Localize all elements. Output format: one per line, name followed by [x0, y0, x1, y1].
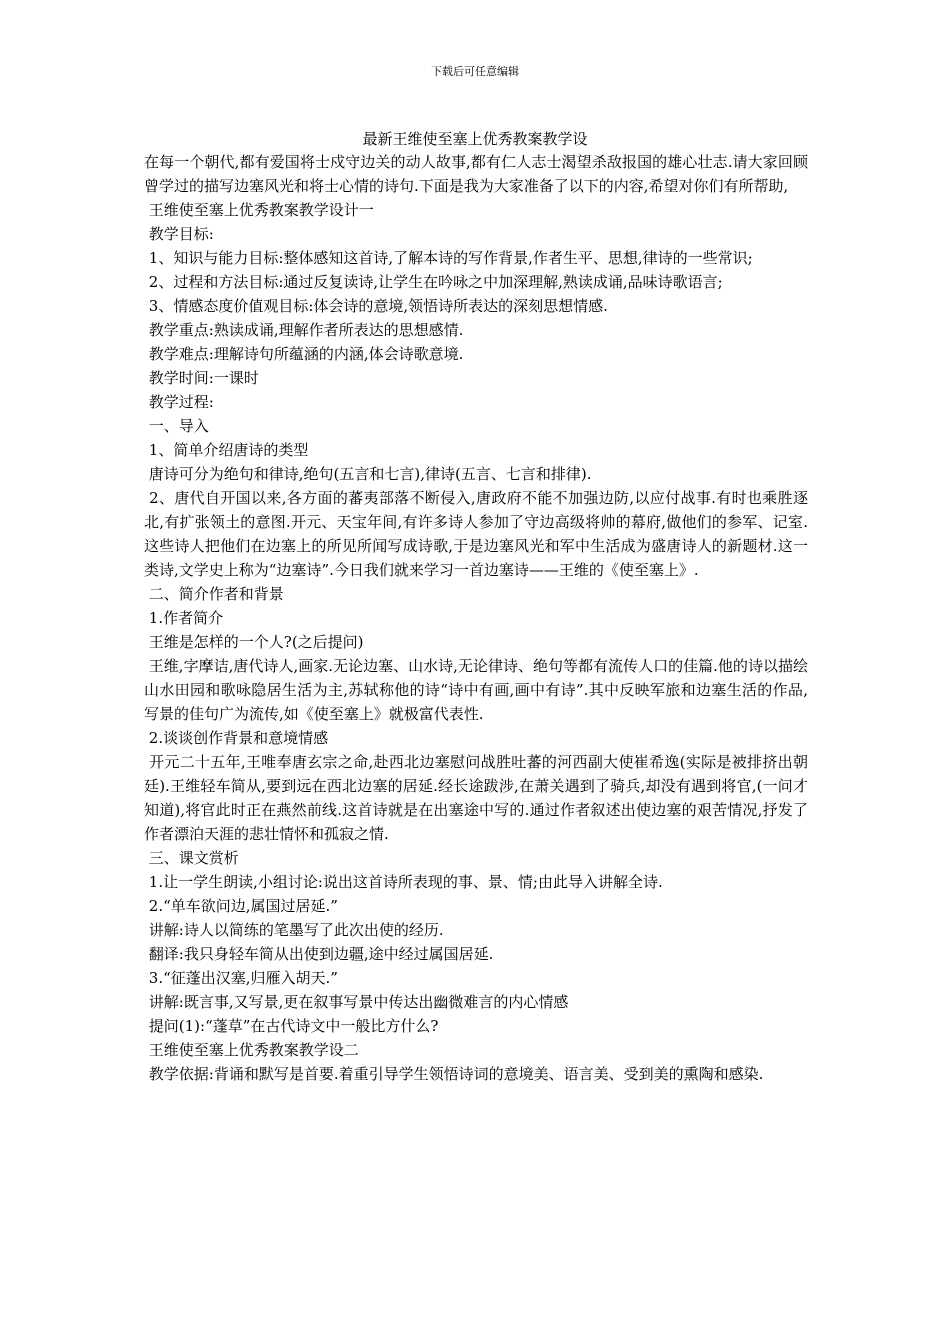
paragraph-poem-types-heading: 1、简单介绍唐诗的类型 [144, 441, 309, 459]
section-heading-appreciation: 三、课文赏析 [144, 849, 239, 867]
paragraph-reading-discussion: 1.让一学生朗读,小组讨论:说出这首诗所表现的事、景、情;由此导入讲解全诗. [144, 873, 663, 891]
paragraph-poem-types: 唐诗可分为绝句和律诗,绝句(五言和七言),律诗(五言、七言和排律). [144, 465, 592, 483]
paragraph-background-heading: 2.谈谈创作背景和意境情感 [144, 729, 329, 747]
paragraph-background: 开元二十五年,王唯奉唐玄宗之命,赴西北边塞慰问战胜吐蕃的河西副大使崔希逸(实际是被排挤出朝廷).王维轻车简从,要到远在西北边塞的居延.经长途跋涉,在萧关遇到了骑兵,却没有遇到将官,(一问才知道),将官此时正在燕然前线.这首诗就是在出塞途中写的.通过作者叙述出使边塞的艰苦情况,抒发了作者漂泊天涯的悲壮情怀和孤寂之情. [144, 753, 808, 843]
paragraph-teaching-time: 教学时间:一课时 [144, 369, 259, 387]
paragraph-intro: 在每一个朝代,都有爱国将士戍守边关的动人故事,都有仁人志士渴望杀敌报国的雄心壮志.请大家回顾曾学过的描写边塞风光和将士心情的诗句.下面是我为大家准备了以下的内容,希望对你们有所帮助, [144, 153, 808, 195]
section-heading-author-background: 二、简介作者和背景 [144, 585, 284, 603]
paragraph-key-points: 教学重点:熟读成诵,理解作者所表达的思想感情. [144, 321, 464, 339]
paragraph-author-bio: 王维,字摩诘,唐代诗人,画家.无论边塞、山水诗,无论律诗、绝句等都有流传人口的佳篇.他的诗以描绘山水田园和歌咏隐居生活为主,苏轼称他的诗“诗中有画,画中有诗”.其中反映军旅和边塞生活的作品,写景的佳句广为流传,如《使至塞上》就极富代表性. [144, 657, 808, 723]
document-title: 最新王维使至塞上优秀教案教学设 [362, 130, 588, 148]
paragraph-goal-1: 1、知识与能力目标:整体感知这首诗,了解本诗的写作背景,作者生平、思想,律诗的一些常识; [144, 249, 753, 267]
paragraph-teaching-process: 教学过程: [144, 393, 214, 411]
paragraph-question-1: 提问(1):“蓬草”在古代诗文中一般比方什么? [144, 1017, 439, 1035]
section-heading-introduction: 一、导入 [144, 417, 209, 435]
paragraph-goal-3: 3、情感态度价值观目标:体会诗的意境,领悟诗所表达的深刻思想情感. [144, 297, 608, 315]
paragraph-difficulties: 教学难点:理解诗句所蕴涵的内涵,体会诗歌意境. [144, 345, 464, 363]
paragraph-verse-2-explanation: 讲解:既言事,又写景,更在叙事写景中传达出幽微难言的内心情感 [144, 993, 569, 1011]
paragraph-teaching-goals-label: 教学目标: [144, 225, 214, 243]
paragraph-author-intro-heading: 1.作者简介 [144, 609, 224, 627]
section-heading-design-one: 王维使至塞上优秀教案教学设计一 [144, 201, 374, 219]
paragraph-verse-1-translation: 翻译:我只身轻车简从出使到边疆,途中经过属国居延. [144, 945, 494, 963]
paragraph-verse-1: 2.“单车欲问边,属国过居延.” [144, 897, 338, 915]
paragraph-frontier-history: 2、唐代自开国以来,各方面的蕃夷部落不断侵入,唐政府不能不加强边防,以应付战事.有时也乘胜逐北,有扩张领土的意图.开元、天宝年间,有许多诗人参加了守边高级将帅的幕府,做他们的参军、记室.这些诗人把他们在边塞上的所见所闻写成诗歌,于是边塞风光和军中生活成为盛唐诗人的新题材.这一类诗,文学史上称为“边塞诗”.今日我们就来学习一首边塞诗——王维的《使至塞上》. [144, 489, 808, 579]
page-header: 下载后可任意编辑 [431, 65, 519, 78]
paragraph-author-question: 王维是怎样的一个人?(之后提问) [144, 633, 364, 651]
section-heading-design-two: 王维使至塞上优秀教案教学设二 [144, 1041, 359, 1059]
paragraph-goal-2: 2、过程和方法目标:通过反复读诗,让学生在吟咏之中加深理解,熟读成诵,品味诗歌语言; [144, 273, 723, 291]
document-body [144, 150, 808, 1086]
paragraph-verse-2: 3.“征蓬出汉塞,归雁入胡天.” [144, 969, 338, 987]
paragraph-verse-1-explanation: 讲解:诗人以简练的笔墨写了此次出使的经历. [144, 921, 444, 939]
paragraph-teaching-basis: 教学依据:背诵和默写是首要.着重引导学生领悟诗词的意境美、语言美、受到美的熏陶和感染. [144, 1065, 764, 1083]
